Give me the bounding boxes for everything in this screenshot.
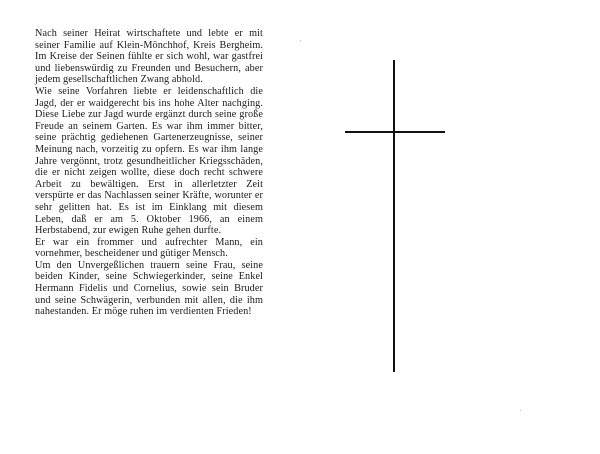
paragraph-3: Er war ein frommer und aufrechter Mann, ein vornehmer, bescheidener und gütiger Mensch. (35, 236, 263, 260)
paper-speck (300, 40, 301, 41)
paper-speck (520, 410, 521, 411)
paragraph-1: Nach seiner Heirat wirtschaftete und lebte er mit seiner Familie auf Klein-Mönchhof, Kreis Bergheim. Im Kreise der Seinen fühlte er sich wohl, war gastfrei und liebenswürdig zu Freunden und Besuchern, aber jedem gesellschaftlichen Zwang abhold. (35, 28, 263, 86)
paragraph-4: Um den Unvergeßlichen trauern seine Frau, seine beiden Kinder, seine Schwiegerkinder, seine Enkel Hermann Fidelis und Cornelius, sowie sein Bruder und seine Schwägerin, verbunden mit allen, die ihm nahestanden. Er möge ruhen im verdienten Frieden! (35, 259, 263, 318)
obituary-text-column (35, 28, 263, 318)
paragraph-2: Wie seine Vorfahren liebte er leidenschaftlich die Jagd, der er waidgerecht bis ins hohe Alter nachging. Diese Liebe zur Jagd wurde ergänzt durch seine große Freude an seinem Garten. Es war ihm immer bitter, seine prächtig gediehenen Gartenerzeugnisse, seiner Meinung nach, vorzeitig zu opfern. Es war ihm lange Jahre vergönnt, trotz gesundheitlicher Kriegsschäden, die er nicht zeigen wollte, diese doch recht schwere Arbeit zu bewältigen. Erst in allerletzter Zeit verspürte er das Nachlassen seiner Kräfte, worunter er sehr gelitten hat. Es ist im Einklang mit diesem Leben, daß er am 5. Oktober 1966, an einem Herbstabend, zur ewigen Ruhe gehen durfte. (35, 85, 263, 237)
cross-horizontal-bar (345, 131, 445, 133)
cross-vertical-bar (393, 60, 395, 372)
